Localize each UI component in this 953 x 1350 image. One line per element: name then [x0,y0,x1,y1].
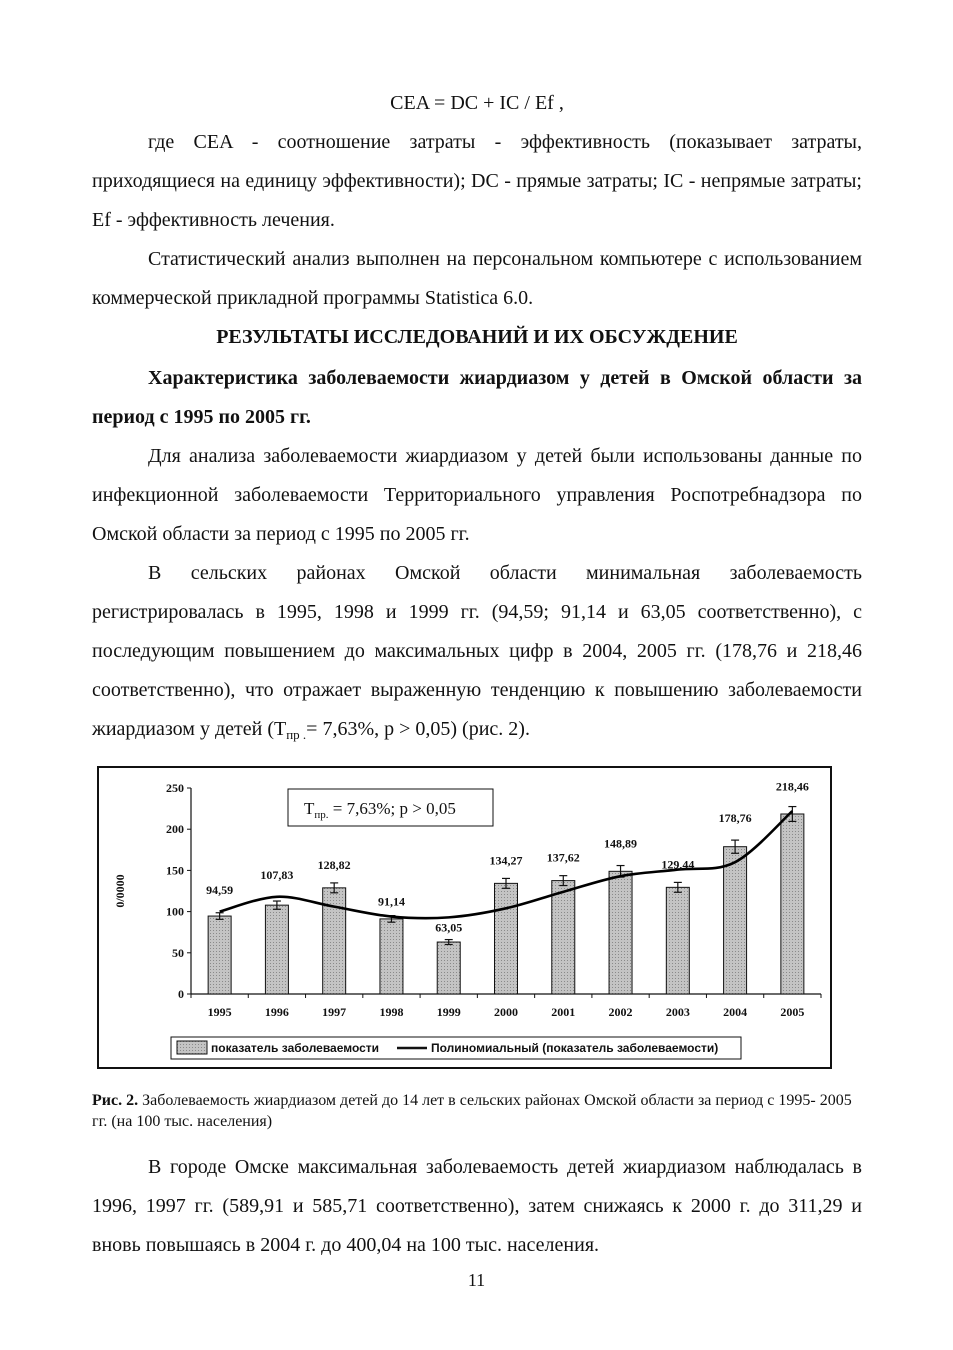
figure-chart [97,766,832,1069]
bar [666,887,689,994]
legend-bar-label: показатель заболеваемости [211,1041,380,1055]
section-heading: РЕЗУЛЬТАТЫ ИССЛЕДОВАНИЙ И ИХ ОБСУЖДЕНИЕ [216,326,738,348]
data-label: 63,05 [435,920,463,935]
data-label: 107,83 [260,868,294,883]
bar [495,883,518,994]
paragraph-city-incidence: В городе Омске максимальная заболеваемость детей жиардиазом наблюдалась в 1996, 1997 гг. (589,91 и 585,71 соответственно), затем снижаясь к 2000 г. до 311,29 и вновь повышаясь в 2004 г. до 400,04 на 100 тыс. населения. [92,1156,862,1256]
y-tick-label: 250 [166,781,184,795]
x-tick-label: 1996 [264,1005,289,1019]
data-label: 129,44 [661,857,695,872]
y-tick-label: 0 [178,987,184,1001]
bar [781,814,804,994]
y-tick-label: 100 [166,904,184,919]
page-number: 11 [467,1270,486,1290]
data-label: 128,82 [317,857,351,872]
y-tick-label: 200 [166,822,184,837]
legend-bar-swatch [177,1041,207,1054]
data-label: 134,27 [489,853,523,868]
paragraph-rural-incidence [92,554,862,754]
legend-line-label: Полиномиальный (показатель заболеваемости) [431,1041,719,1055]
y-tick-label: 50 [172,945,184,960]
page-text-after [92,1148,862,1265]
data-label: 148,89 [604,836,638,851]
figure-caption [92,1090,862,1132]
x-tick-label: 2005 [780,1005,805,1019]
paragraph-statistics: Статистический анализ выполнен на персональном компьютере с использованием коммерческой прикладной программы Statistica 6.0. [92,248,862,309]
bar [265,905,288,994]
data-label: 94,59 [206,883,234,898]
x-tick-label: 2003 [665,1005,690,1019]
data-label: 218,46 [775,779,809,794]
y-tick-label: 150 [166,863,184,878]
x-tick-label: 2000 [494,1005,518,1019]
bar [724,847,747,994]
x-tick-label: 2002 [608,1005,633,1019]
bar [380,919,403,994]
rural-text-sub: пр . [286,727,307,742]
x-tick-label: 1995 [207,1005,232,1019]
caption-label: Рис. 2. [92,1092,139,1109]
data-label: 91,14 [377,894,405,909]
paragraph-data-source: Для анализа заболеваемости жиардиазом у детей были использованы данные по инфекционной заболеваемости Территориального управления Роспотребнадзора по Омской области за период с 1995 по 2005 гг. [92,445,862,545]
subsection-heading: Характеристика заболеваемости жиардиазом у детей в Омской области за период с 1995 по 2005 гг. [92,367,862,428]
formula: CEA = DC + IC / Ef , [390,92,564,114]
caption-text: Заболеваемость жиардиазом детей до 14 лет в сельских районах Омской области за период с 1995- 2005 гг. (на 100 тыс. населения) [92,1092,852,1130]
page-text [92,84,862,754]
x-tick-label: 2004 [723,1005,748,1019]
bar [552,881,575,994]
data-label: 178,76 [718,811,752,826]
bar [208,916,231,994]
bar [437,942,460,994]
x-tick-label: 2001 [551,1005,576,1019]
data-label: 137,62 [546,850,580,865]
x-tick-label: 1999 [436,1005,461,1019]
chart-svg [99,768,830,1067]
y-axis-label: 0/0000 [113,874,127,908]
bar [609,871,632,994]
rural-text-b: = 7,63%, р > 0,05) (рис. 2). [306,718,530,740]
x-tick-label: 1997 [322,1005,347,1019]
rural-text-a: В сельских районах Омской области минимальная заболеваемость регистрировалась в 1995, 1998 и 1999 гг. (94,59; 91,14 и 63,05 соответственно), с последующим повышением до максимальных цифр в 2004, 2005 гг. (178,76 и 218,46 соответственно), что отражает выраженную тенденцию к повышению заболеваемости жиардиазом у детей (Т [92,562,862,740]
x-tick-label: 1998 [379,1005,404,1019]
annotation-text: $Т_{пр.} = 7,63\%$; р > 0,05 [304,799,456,821]
paragraph-cea-definition: где CEA - соотношение затраты - эффективность (показывает затраты, приходящиеся на единицу эффективности); DC - прямые затраты; IC - непрямые затраты; Ef - эффективность лечения. [92,131,862,231]
